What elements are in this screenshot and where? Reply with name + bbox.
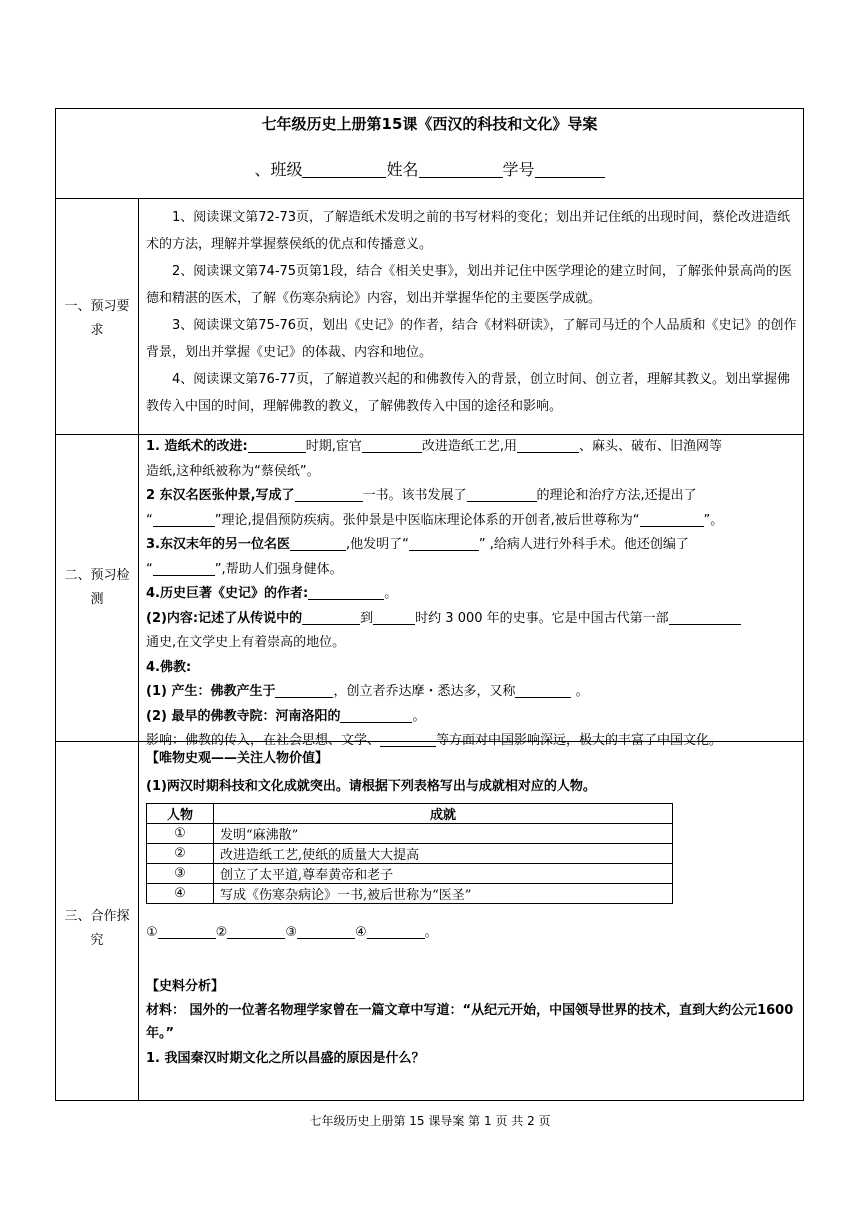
- question-5: (2)内容:记述了从传说中的 到 时约 3 000 年的史事。它是中国古代第一部: [146, 607, 797, 632]
- answer-blank[interactable]: [275, 683, 333, 698]
- analysis-heading: 【史料分析】: [146, 979, 225, 994]
- answer-blank[interactable]: [669, 610, 741, 625]
- answer-blank[interactable]: [340, 708, 412, 723]
- question-1: 1. 造纸术的改进: 时期,宦官 改进造纸工艺,用 、麻头、破布、旧渔网等: [146, 439, 723, 454]
- question-2-cont: “ ”理论,提倡预防疾病。张仲景是中医临床理论体系的开创者,被后世尊称为“ ”。: [146, 512, 724, 528]
- column-divider: [138, 198, 139, 1100]
- question-7: (1) 产生：佛教产生于 ，创立者乔达摩・悉达多，又称 。: [146, 684, 589, 699]
- answer-blank[interactable]: [409, 536, 479, 551]
- answer-blank[interactable]: [640, 512, 704, 527]
- worksheet-table: [55, 108, 804, 1101]
- answer-blank[interactable]: [373, 610, 415, 625]
- table-row: ① 发明“麻沸散”: [147, 824, 673, 844]
- answer-blank[interactable]: [295, 487, 363, 502]
- answer-blank[interactable]: [297, 924, 355, 939]
- table-row: ③ 创立了太平道,尊奉黄帝和老子: [147, 864, 673, 884]
- question-2: 2 东汉名医张仲景,写成了 一书。该书发展了 的理论和治疗方法,还提出了: [146, 488, 697, 503]
- question-9: 影响：佛教的传入，在社会思想、文学、 等方面对中国影响深远，极大的丰富了中国文化。: [146, 733, 723, 748]
- preview-item: 1、阅读课文第72-73页，了解造纸术发明之前的书写材料的变化；划出并记住纸的出现时间，蔡伦改进造纸术的方法，理解并掌握蔡侯纸的优点和传播意义。: [146, 210, 791, 252]
- answer-area[interactable]: [146, 1073, 797, 1113]
- question-5-cont: 通史,在文学史上有着崇高的地位。: [146, 635, 346, 650]
- answer-blank[interactable]: [153, 561, 215, 576]
- explore-question: (1)两汉时期科技和文化成就突出。请根据下列表格写出与成就相对应的人物。: [146, 779, 596, 794]
- achievements-table: 人物 成就 ① 发明“麻沸散” ② 改进造纸工艺,使纸的质量大大提高 ③ 创立了太平道,尊奉黄帝和老子 ④ 写成《伤寒杂病论》一书,被后世称为“医圣”: [146, 803, 673, 904]
- page-title: 七年级历史上册第15课《西汉的科技和文化》导案: [261, 115, 598, 133]
- cooperative-inquiry: [146, 743, 797, 1100]
- answer-blank[interactable]: [517, 438, 579, 453]
- page-footer: 七年级历史上册第 15 课导案 第 1 页 共 2 页: [309, 1114, 551, 1128]
- question-4: 4.历史巨著《史记》的作者: 。: [146, 586, 398, 601]
- table-row: ② 改进造纸工艺,使纸的质量大大提高: [147, 844, 673, 864]
- answer-blank[interactable]: [290, 536, 346, 551]
- class-field[interactable]: [302, 161, 386, 178]
- question-6: 4.佛教:: [146, 659, 192, 675]
- table-row: ④ 写成《伤寒杂病论》一书,被后世称为“医圣”: [147, 884, 673, 904]
- source-material: 材料： 国外的一位著名物理学家曾在一篇文章中写道：“从纪元开始，中国领导世界的技术，直到大约公元1600年。”: [146, 1003, 794, 1041]
- section-heading: 【唯物史观——关注人物价值】: [146, 751, 329, 766]
- student-info-line: 、班级 姓名 学号: [56, 157, 803, 180]
- student-id-field[interactable]: [535, 161, 605, 178]
- answer-blank[interactable]: [467, 487, 537, 502]
- section-label-explore: 三、合作探 究: [64, 909, 130, 948]
- analysis-question: 1. 我国秦汉时期文化之所以昌盛的原因是什么？: [146, 1051, 425, 1066]
- question-3: 3.东汉末年的另一位名医 ,他发明了“ ” ,给病人进行外科手术。他还创编了: [146, 537, 689, 552]
- answer-blank[interactable]: [362, 438, 422, 453]
- answer-line: ① ② ③ ④ 。: [146, 925, 438, 940]
- answer-blank[interactable]: [367, 924, 425, 939]
- question-1-cont: 造纸,这种纸被称为“蔡侯纸”。: [146, 463, 320, 479]
- preview-item: 4、阅读课文第76-77页，了解道教兴起的和佛教传入的背景，创立时间、创立者，理解其教义。划出掌握佛教传入中国的时间，理解佛教的教义，了解佛教传入中国的途径和影响。: [146, 372, 791, 414]
- answer-blank[interactable]: [158, 924, 216, 939]
- answer-blank[interactable]: [227, 924, 285, 939]
- answer-blank[interactable]: [153, 512, 215, 527]
- name-field[interactable]: [419, 161, 503, 178]
- divider: [56, 198, 803, 199]
- question-8: (2) 最早的佛教寺院：河南洛阳的 。: [146, 708, 426, 724]
- preview-item: 3、阅读课文第75-76页，划出《史记》的作者，结合《材料研读》，了解司马迁的个人品质和《史记》的创作背景，划出并掌握《史记》的体裁、内容和地位。: [146, 318, 797, 360]
- answer-blank[interactable]: [515, 683, 571, 698]
- answer-blank[interactable]: [248, 438, 306, 453]
- question-3-cont: “ ”,帮助人们强身健体。: [146, 561, 343, 577]
- answer-blank[interactable]: [302, 610, 360, 625]
- preview-item: 2、阅读课文第74-75页第1段，结合《相关史事》，划出并记住中医学理论的建立时间，了解张仲景高尚的医德和精湛的医术，了解《伤寒杂病论》内容，划出并掌握华佗的主要医学成就。: [146, 264, 792, 306]
- preview-requirements: [146, 204, 797, 420]
- preview-check: [146, 435, 797, 754]
- section-label-check: 二、预习检 测: [64, 568, 130, 607]
- section-label-preview: 一、预习要 求: [64, 299, 130, 338]
- answer-blank[interactable]: [308, 585, 384, 600]
